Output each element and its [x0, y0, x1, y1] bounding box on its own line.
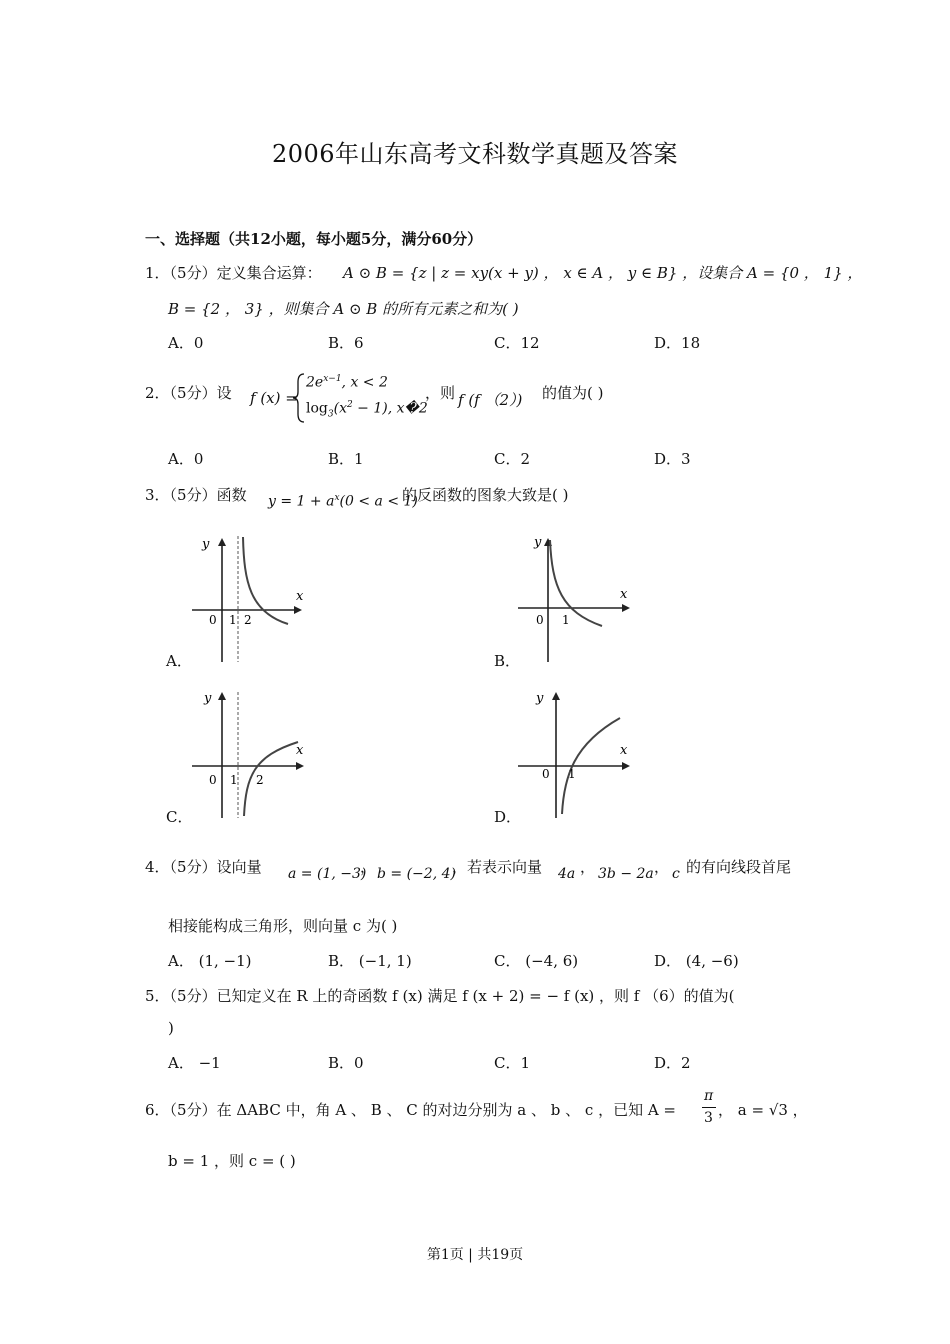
q4-v3: c: [672, 866, 680, 882]
q2-number: 2．（5分）设: [145, 384, 232, 402]
curve: [243, 537, 288, 624]
q2-option-c: C．2: [494, 450, 531, 468]
q4-comma-2: ，: [580, 858, 596, 876]
q2-value: 的值为( ): [542, 384, 604, 402]
q3-graph-b: [516, 532, 636, 664]
q5-option-b: B．0: [328, 1054, 364, 1072]
page-footer: 第1页 | 共19页: [426, 1247, 524, 1263]
tick-1-label: 1: [230, 773, 238, 787]
q2-case2-end: − 1), x�2: [352, 400, 428, 417]
y-label: y: [202, 537, 210, 552]
q2-ff: f (f （2）): [458, 391, 523, 409]
y-arrow-icon: [552, 692, 560, 700]
q2-case2-log: log: [306, 400, 328, 417]
q6-line1a: 6．（5分）在 ΔABC 中，角 A 、 B 、 C 的对边分别为 a 、 b 、 c ，已知 A =: [145, 1101, 677, 1119]
x-arrow-icon: [622, 762, 630, 770]
q1-option-a: A．0: [168, 334, 204, 352]
q5-option-a: A． −1: [168, 1054, 221, 1072]
q4-v1: 4a: [558, 866, 576, 882]
q4-option-a: A． (1, −1): [168, 952, 252, 970]
q3-graph-c: [188, 686, 313, 820]
q5-line1: 5．（5分）已知定义在 R 上的奇函数 f (x) 满足 f (x + 2) = − f (x) ，则 f （6）的值为(: [145, 987, 735, 1005]
q4-number: 4．（5分）设向量: [145, 858, 262, 876]
q3-rest: 的反函数的图象大致是( ): [402, 486, 569, 504]
curve: [550, 540, 602, 626]
q2-case2: [306, 400, 428, 419]
q3-graph-d: [516, 686, 641, 820]
q6-line1b: ， a = √3 ，: [718, 1101, 808, 1119]
q2-option-d: D．3: [654, 450, 691, 468]
tick-1-label: 1: [229, 613, 237, 627]
q4-v2: 3b − 2a: [598, 866, 654, 882]
q1-expression: A ⊙ B = {z | z = xy(x + y) ， x ∈ A ， y ∈ B} ，设集合 A = {0 ， 1} ，: [343, 264, 863, 282]
q4-vector-a: a = (1, −3): [288, 866, 367, 882]
origin-label: 0: [209, 773, 217, 787]
q6-line2: b = 1 ，则 c = ( ): [168, 1152, 296, 1170]
q2-case1-base: 2e: [306, 374, 324, 391]
q2-option-b: B．1: [328, 450, 364, 468]
curve: [244, 742, 298, 816]
q3-label-d: D．: [494, 808, 522, 826]
q4-mid: ，若表示向量: [452, 858, 543, 876]
tick-1-label: 1: [562, 613, 570, 627]
origin-label: 0: [536, 613, 544, 627]
q2-case1-cond: , x < 2: [341, 374, 388, 391]
origin-label: 0: [542, 767, 550, 781]
y-label: y: [536, 691, 544, 706]
x-label: x: [620, 587, 628, 602]
q1-line2: B = {2 ， 3} ，则集合 A ⊙ B 的所有元素之和为( ): [168, 300, 519, 318]
q4-option-b: B． (−1, 1): [328, 952, 412, 970]
x-arrow-icon: [294, 606, 302, 614]
page-title: 2006年山东高考文科数学真题及答案: [271, 140, 679, 168]
tick-2-label: 2: [244, 613, 252, 627]
tick-1-label: 1: [568, 767, 576, 781]
q6-fraction-bar: [702, 1107, 716, 1108]
x-label: x: [296, 743, 304, 758]
q6-fraction-denominator: 3: [704, 1110, 713, 1126]
q4-end: 的有向线段首尾: [686, 858, 792, 876]
q2-option-a: A．0: [168, 450, 204, 468]
q4-option-c: C． (−4, 6): [494, 952, 579, 970]
q2-case2-sup: 2: [346, 400, 353, 410]
q2-brace: [292, 372, 306, 424]
q4-option-d: D． (4, −6): [654, 952, 739, 970]
q2-case2-rest: (x: [333, 400, 347, 417]
q3-expression: [268, 493, 418, 510]
q3-number: 3．（5分）函数: [145, 486, 247, 504]
q3-expr-cond: (0 < a < 1): [339, 493, 418, 510]
y-arrow-icon: [218, 692, 226, 700]
y-label: y: [534, 535, 542, 550]
origin-label: 0: [209, 613, 217, 627]
q3-label-b: B．: [494, 652, 521, 670]
q3-expr-exp: x: [334, 493, 340, 503]
q1-number: 1．（5分）定义集合运算：: [145, 264, 322, 282]
x-label: x: [620, 743, 628, 758]
q4-vector-b: b = (−2, 4): [377, 866, 456, 882]
x-arrow-icon: [622, 604, 630, 612]
q3-expr-base: y = 1 + a: [268, 493, 335, 510]
q4-line2: 相接能构成三角形，则向量 c 为( ): [168, 917, 398, 935]
x-arrow-icon: [296, 762, 304, 770]
tick-2-label: 2: [256, 773, 264, 787]
q3-label-c: C．: [166, 808, 193, 826]
q2-case1: [306, 374, 388, 391]
x-label: x: [296, 589, 304, 604]
q4-comma-1: ，: [360, 858, 376, 876]
q2-then: ，则: [425, 384, 456, 402]
section-heading: 一、选择题（共12小题，每小题5分，满分60分）: [145, 230, 483, 248]
q4-comma-3: ，: [654, 858, 670, 876]
q2-case1-exp: x−1: [323, 374, 342, 384]
q5-option-c: C．1: [494, 1054, 531, 1072]
q1-option-c: C．12: [494, 334, 540, 352]
q3-graph-a: [188, 532, 308, 664]
y-label: y: [204, 691, 212, 706]
q5-line2: ): [168, 1019, 174, 1037]
y-arrow-icon: [218, 538, 226, 546]
q2-fx: f (x) =: [250, 389, 298, 407]
q1-option-b: B．6: [328, 334, 364, 352]
q5-option-d: D．2: [654, 1054, 691, 1072]
q3-label-a: A．: [166, 652, 192, 670]
q2-case2-sub: 3: [327, 409, 334, 420]
q6-fraction-numerator: π: [704, 1088, 714, 1104]
q1-option-d: D．18: [654, 334, 701, 352]
